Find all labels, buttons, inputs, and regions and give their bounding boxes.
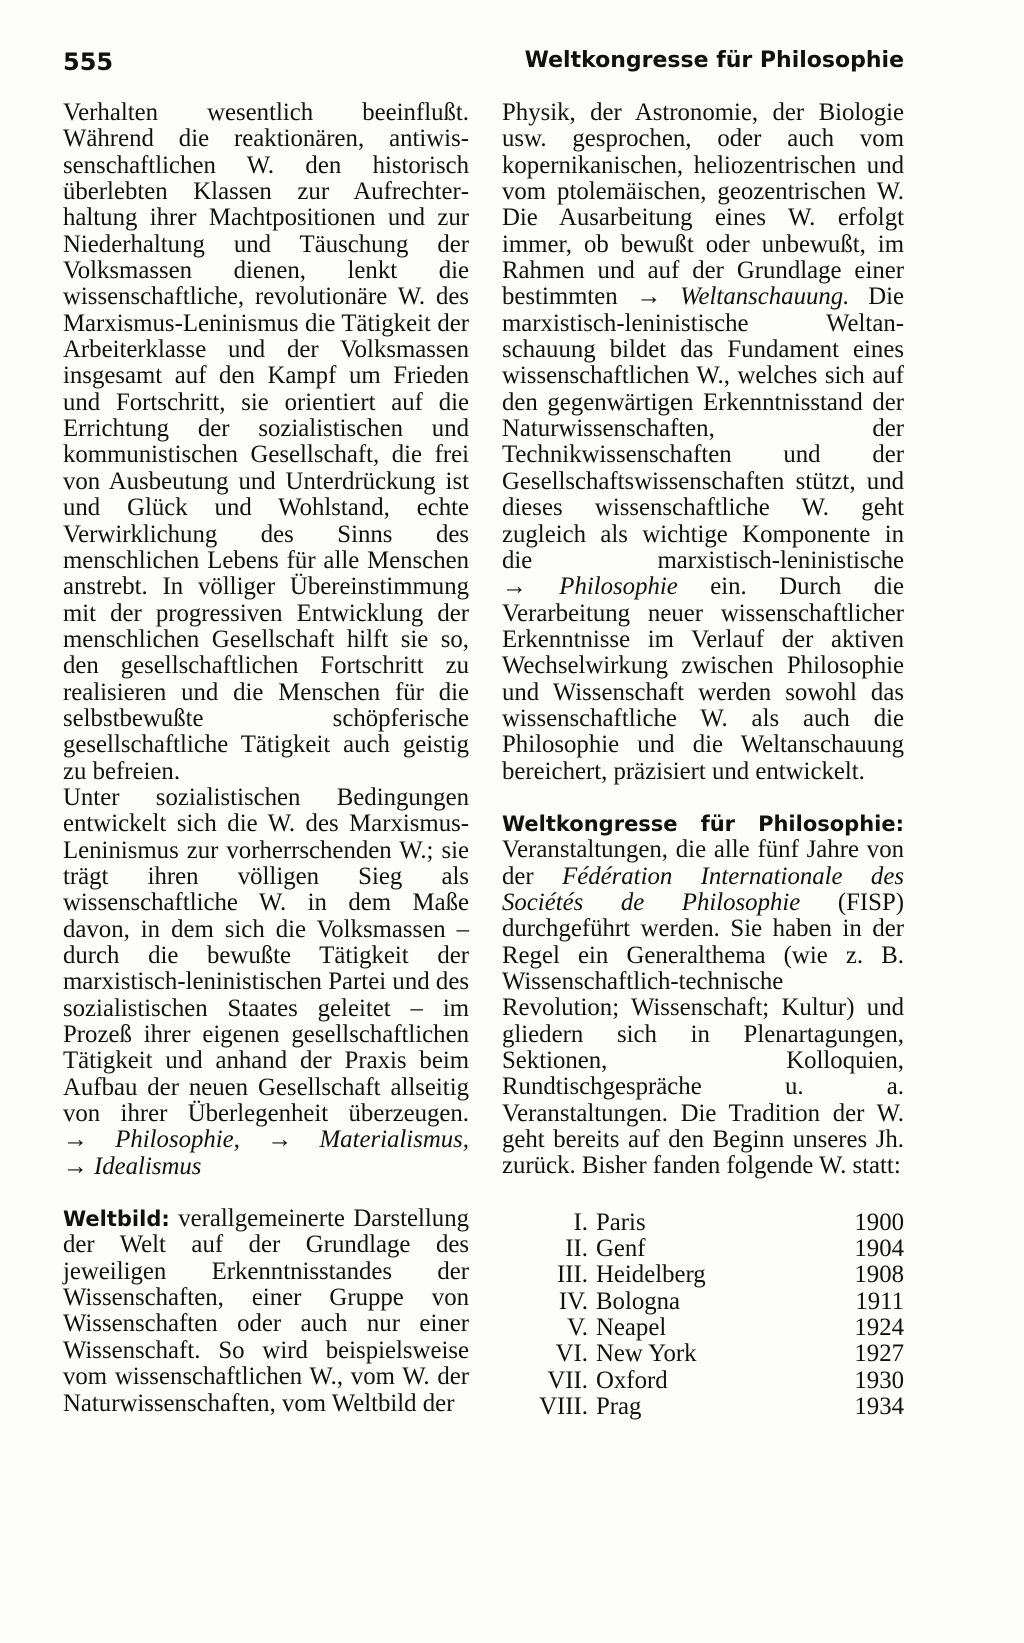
congress-number: VII.: [547, 1366, 588, 1394]
congress-year: 1911: [855, 1287, 904, 1315]
entry-weltbild: [63, 1206, 469, 1417]
congress-number: VI.: [555, 1340, 588, 1368]
running-head: Weltkongresse für Philosophie: [524, 48, 904, 73]
list-item: [502, 1236, 904, 1262]
congress-year: 1908: [854, 1261, 904, 1289]
arrow-icon: →: [63, 1152, 88, 1180]
list-item: [502, 1341, 904, 1367]
entry-lemma: Weltbild:: [63, 1207, 170, 1232]
arrow-icon: →: [267, 1126, 293, 1154]
page-number: 555: [63, 48, 114, 76]
entry-lemma: Weltkongresse für Philosophie:: [502, 811, 904, 836]
congress-number: IV.: [558, 1287, 588, 1315]
congress-number: III.: [557, 1261, 588, 1289]
arrow-icon: →: [636, 283, 662, 311]
congress-city: Bologna: [596, 1287, 681, 1315]
entry-text: (FISP) durchgeführt werden. Sie haben in der Regel ein Generalthema (wie z. B. Wissenschaftlich-technische Revolution; Wissenschaft; Kultur) und gliedern sich in Plenartagungen, Sektionen, Kolloquien, Rundtischgespräche u. a. Veranstaltungen. Die Tradition der W. geht bereits auf den Beginn unseres Jh. zurück. Bisher fanden folgende W. statt:: [502, 888, 904, 1180]
paragraph-text: Unter sozialistischen Bedingungen entwickelt sich die W. des Marxismus-Leninismus zur vorherrschenden W.; sie trägt ihren völligen Sieg als wissenschaftliche W. in dem Maße davon, in dem sich die Volksmassen – durch die bewußte Tätigkeit der marxistisch-leninistischen Partei und des sozialistischen Staates geleitet – im Prozeß ihrer eigenen gesellschaftlichen Tätigkeit und anhand der Praxis beim Aufbau der neuen Gesellschaft allseitig von ihrer Überlegenheit überzeugen.: [63, 783, 469, 1128]
congress-year: 1934: [854, 1393, 904, 1421]
entry-text: ein. Durch die Verarbeitung neuer wissenschaftlicher Erkenntnisse im Verlauf der aktiven Wechselwirkung zwischen Philosophie und Wissenschaft werden sowohl das wissenschaftliche W. als auch die Philosophie und die Weltanschauung bereichert, präzisiert und entwickelt.: [502, 573, 905, 785]
congress-number: I.: [573, 1208, 588, 1236]
arrow-icon: →: [63, 1126, 88, 1154]
congress-year: 1924: [854, 1314, 904, 1342]
entry-text: verallgemeinerte Darstellung der Welt auf der Grundlage des jeweiligen Erkenntnisstandes der Wissenschaften, einer Gruppe von Wissenschaften oder auch nur einer Wissenschaft. So wird beispielsweise vom wissenschaftlichen W., vom W. der Naturwissenschaften, vom Weltbild der: [63, 1205, 470, 1417]
cross-reference-link[interactable]: Philosophie: [559, 573, 678, 601]
organization-name: Fédération Internationale des Sociétés de Philosophie: [502, 862, 904, 916]
congress-city: Neapel: [596, 1314, 667, 1342]
entry-weltkongresse: [502, 811, 904, 1180]
congress-city: Heidelberg: [596, 1261, 706, 1289]
cross-reference-link[interactable]: Weltanschauung.: [680, 283, 850, 311]
entry-continuation: [502, 100, 904, 785]
congress-city: Oxford: [596, 1366, 668, 1394]
congress-number: V.: [567, 1314, 588, 1342]
congress-year: 1927: [854, 1340, 904, 1368]
congress-year: 1904: [854, 1235, 904, 1263]
congress-year: 1900: [854, 1208, 904, 1236]
list-item: [502, 1289, 904, 1315]
congress-year: 1930: [854, 1366, 904, 1394]
list-item: [502, 1210, 904, 1236]
congress-number: VIII.: [539, 1393, 588, 1421]
list-item: [502, 1368, 904, 1394]
congress-city: Paris: [596, 1208, 646, 1236]
list-item: [502, 1262, 904, 1288]
congress-list: [502, 1210, 904, 1421]
cross-reference-link[interactable]: Materialismus,: [319, 1126, 470, 1154]
entry-paragraph: [63, 785, 469, 1180]
left-column: [63, 100, 469, 1417]
entry-continuation: Verhalten wesentlich beeinflußt. Während die reaktionären, antiwissenschaftlichen W. den historisch überlebten Klassen zur Aufrechterhaltung ihrer Machtpositionen und zur Niederhaltung und Täuschung der Volksmassen dienen, lenkt die wissenschaftliche, revolutionäre W. des Marxismus-Leninismus die Tätigkeit der Arbeiterklasse und der Volksmassen insgesamt auf den Kampf um Frieden und Fortschritt, sie orientiert auf die Errichtung der sozialistischen und kommunistischen Gesellschaft, die frei von Ausbeutung und Unterdrückung ist und Glück und Wohlstand, echte Verwirklichung des Sinns des menschlichen Lebens für alle Menschen anstrebt. In völliger Übereinstimmung mit der progressiven Entwicklung der menschlichen Gesellschaft hilft sie so, den gesellschaftlichen Fortschritt zu realisieren und die Menschen für die selbstbewußte schöpferische gesellschaftliche Tätigkeit auch geistig zu befreien.: [63, 99, 469, 785]
list-item: [502, 1394, 904, 1420]
entry-text: Physik, der Astronomie, der Biologie usw. gesprochen, oder auch vom kopernikanischen, heliozentrischen und vom ptolemäischen, geozentrischen W. Die Ausarbeitung eines W. erfolgt immer, ob bewußt oder unbewußt, im Rahmen und auf der Grundlage einer bestimmten: [502, 99, 904, 311]
congress-city: Prag: [596, 1393, 642, 1421]
entry-text: Veranstaltungen, die alle fünf Jahre von der: [502, 836, 904, 890]
list-item: [502, 1315, 904, 1341]
right-column: [502, 100, 904, 1421]
congress-number: II.: [565, 1235, 588, 1263]
arrow-icon: →: [502, 573, 527, 601]
congress-city: Genf: [596, 1235, 646, 1263]
entry-text: Die marxistisch-leninistische Weltanschauung bildet das Fundament eines wissenschaftlichen W., welches sich auf den gegenwärtigen Erkenntnisstand der Naturwissenschaften, der Technikwissenschaften und der Gesellschaftswissenschaften stützt, und dieses wissenschaftliche W. geht zugleich als wichtige Komponente in die marxistisch-leninistische: [502, 283, 905, 574]
congress-city: New York: [596, 1340, 697, 1368]
cross-reference-link[interactable]: Idealismus: [94, 1152, 202, 1180]
cross-reference-link[interactable]: Philosophie,: [115, 1126, 240, 1154]
